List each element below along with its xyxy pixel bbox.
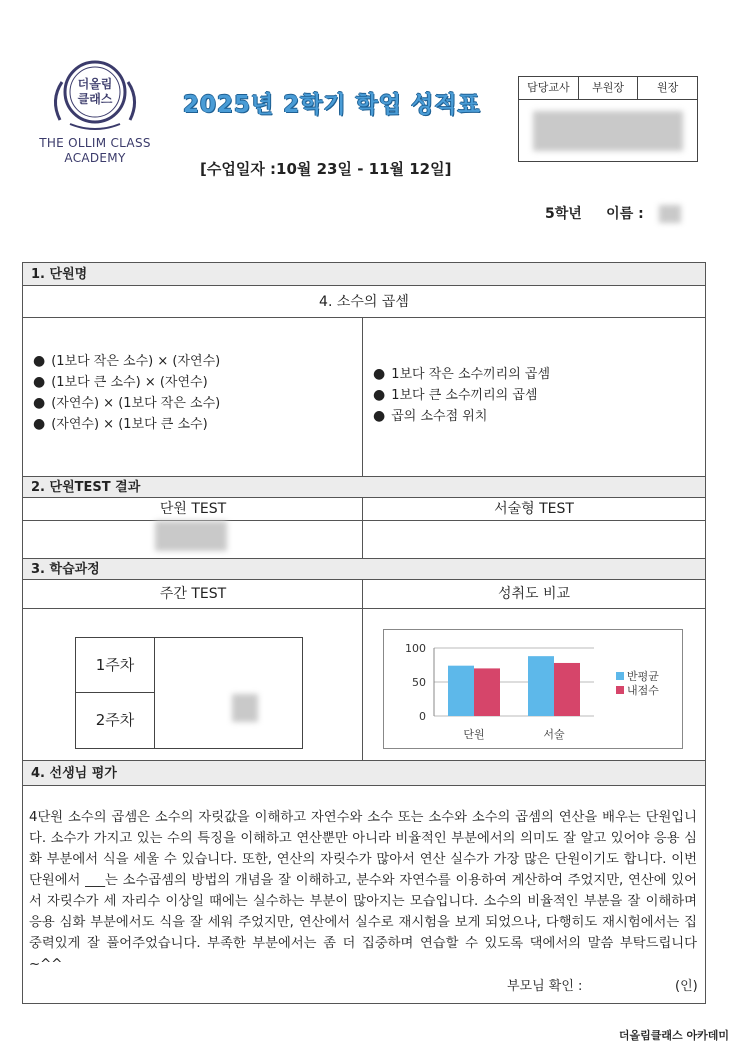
class-period: [수업일자 :10월 23일 - 11월 12일] bbox=[200, 160, 452, 178]
achievement-header: 성취도 비교 bbox=[497, 586, 571, 602]
list-item: ● (1보다 작은 소수) × (자연수) bbox=[33, 351, 220, 372]
footer-brand: 더올림클래스 아카데미 bbox=[618, 1029, 729, 1042]
student-name-label: 이름 : bbox=[606, 206, 644, 222]
section-test-heading: 2. 단원TEST 결과 bbox=[23, 476, 705, 498]
achievement-chart bbox=[383, 629, 683, 749]
list-item: ● 1보다 작은 소수끼리의 곱셈 bbox=[373, 364, 550, 385]
bar-1-0 bbox=[474, 668, 500, 716]
essay-test-header: 서술형 TEST bbox=[494, 501, 574, 517]
legend-swatch bbox=[616, 686, 624, 694]
legend-label: 반평균 bbox=[627, 670, 659, 683]
list-item: ● 곱의 소수점 위치 bbox=[373, 406, 550, 427]
x-tick-label: 서술 bbox=[543, 728, 565, 741]
legend-label: 내점수 bbox=[627, 684, 659, 697]
y-tick-label: 100 bbox=[405, 642, 426, 655]
logo-caption: THE OLLIM CLASS ACADEMY bbox=[39, 136, 151, 165]
report-title: 2025년 2학기 학업 성적표 bbox=[183, 92, 481, 118]
sign-header-teacher: 담당교사 bbox=[519, 77, 579, 99]
section-teacher-heading: 4. 선생님 평가 bbox=[23, 760, 705, 786]
redacted-week-score bbox=[232, 694, 258, 722]
unit-topics-right bbox=[373, 364, 550, 427]
y-tick-label: 0 bbox=[419, 710, 426, 723]
bar-0-1 bbox=[528, 656, 554, 716]
teacher-evaluation: 4단원 소수의 곱셈은 소수의 자릿값을 이해하고 자연수와 소수 또는 소수와 소수의 곱셈의 연산을 배우는 단원입니다. 소수가 가지고 있는 수의 특징을 이해하고 연산뿐만 아니라 비율적인 부분에서의 의미도 잘 알고 있어야 응용 심화 부분에서 식을 세울 수 있습니다. 또한, 연산의 자릿수가 많아서 연산 실수가 가장 많은 단원이기도 합니다. 이번 단원에서 ___는 소수곱셈의 방법의 개념을 잘 이해하고, 분수와 자연수를 이용하여 계산하여 주었지만, 연산에 있어서 자릿수가 세 자리수 이상일 때에는 실수하는 부분이 많아지는 모습입니다. 소수의 비율적인 부분을 잘 이해하며 응용 심화 부분에서도 식을 잘 세워 주었지만, 연산에서 실수로 재시험을 보게 되었으나, 다행히도 재시험에서는 집중력있게 잘 풀어주었습니다. 부족한 부분에서는 좀 더 집중하며 연습할 수 있도록 댁에서의 말씀 부탁드립니다~^^ bbox=[29, 810, 697, 972]
approval-sign-box bbox=[518, 76, 698, 162]
weekly-test-table bbox=[75, 637, 303, 749]
parent-confirm-label: 부모님 확인 : bbox=[507, 979, 583, 994]
bar-1-1 bbox=[554, 663, 580, 716]
section-process-heading: 3. 학습과정 bbox=[23, 558, 705, 580]
redacted-signatures bbox=[533, 111, 683, 151]
svg-text:클래스: 클래스 bbox=[77, 92, 113, 106]
unit-name: 4. 소수의 곱셈 bbox=[319, 294, 409, 310]
section-unit-heading: 1. 단원명 bbox=[23, 262, 705, 286]
svg-text:더올림: 더올림 bbox=[77, 77, 113, 91]
list-item: ● 1보다 큰 소수끼리의 곱셈 bbox=[373, 385, 550, 406]
legend-swatch bbox=[616, 672, 624, 680]
sign-header-director: 원장 bbox=[657, 81, 679, 94]
list-item: ● (1보다 큰 소수) × (자연수) bbox=[33, 372, 220, 393]
seal-mark: (인) bbox=[675, 979, 698, 994]
student-info bbox=[545, 203, 681, 223]
sign-header-vice: 부원장 bbox=[579, 77, 639, 99]
bar-chart bbox=[384, 630, 682, 748]
unit-test-header: 단원 TEST bbox=[159, 501, 227, 517]
list-item: ● (자연수) × (1보다 작은 소수) bbox=[33, 393, 220, 414]
x-tick-label: 단원 bbox=[463, 728, 485, 741]
unit-topics-left bbox=[33, 351, 220, 435]
bar-0-0 bbox=[448, 666, 474, 716]
report-table bbox=[22, 262, 706, 1004]
redacted-unit-score bbox=[155, 521, 227, 551]
redacted-name bbox=[659, 205, 681, 223]
student-grade: 5학년 bbox=[545, 206, 582, 222]
week-1-label: 1주차 bbox=[76, 638, 155, 693]
list-item: ● (자연수) × (1보다 큰 소수) bbox=[33, 414, 220, 435]
week-2-label: 2주차 bbox=[76, 693, 155, 748]
y-tick-label: 50 bbox=[412, 676, 426, 689]
weekly-test-header: 주간 TEST bbox=[159, 586, 227, 602]
